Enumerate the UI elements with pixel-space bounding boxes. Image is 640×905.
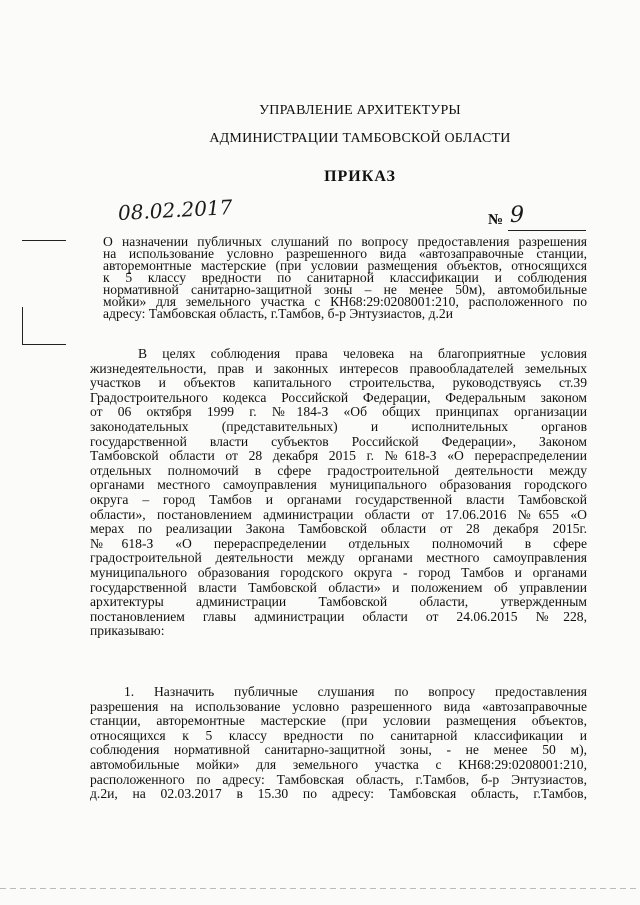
item-line: станции, авторемонтные мастерские (при условии размещения объектов,: [90, 713, 587, 729]
item-line: разрешения на использование условно разрешенного вида «автозаправочные: [90, 698, 587, 714]
body-line: Градостроительного кодекса Российской Федерации, Федеральным законом: [90, 389, 587, 405]
body-line: муниципального образования городского округа - город Тамбов и органами: [90, 564, 587, 580]
item-line: соблюдения нормативной санитарно-защитной зоны, - не менее 50 м),: [90, 742, 587, 758]
document-title: ПРИКАЗ: [324, 168, 396, 185]
subject-line: адресу: Тамбовская область, г.Тамбов, б-р Энтузиастов, д.2и: [103, 306, 453, 321]
body-line: государственной власти субъектов Российской Федерации», Законом: [90, 433, 587, 449]
body-line: отдельных полномочий в сфере градостроительной деятельности между: [90, 462, 587, 478]
subject-line: авторемонтные мастерские (при условии размещения объектов, относящихся: [103, 258, 587, 273]
handwritten-date: 08.02.2017: [117, 195, 233, 225]
body-line: законодательных (представительных) и исполнительных органов: [90, 418, 587, 434]
body-line: Тамбовской области от 28 декабря 2015 г. №618-З «О перераспределении: [90, 448, 587, 464]
item-line: 1. Назначить публичные слушания по вопросу предоставления: [124, 684, 587, 699]
body-line: органами местного самоуправления муниципального образования городского: [90, 477, 587, 493]
subject-line: мойки» для земельного участка с КН68:29:0208001:210, расположенного по: [103, 294, 587, 309]
body-line: области», постановлением администрации области от 17.06.2016 №655 «О: [90, 506, 587, 522]
order-item-1: [90, 685, 587, 802]
handwritten-number: 9: [510, 203, 524, 228]
number-label: №: [488, 212, 504, 228]
scan-edge-line: [0, 888, 640, 889]
item-line: автомобильные мойки» для земельного участка с КН68:29:0208001:210,: [90, 756, 587, 772]
subject-line: на использование условно разрешенного вида «автозаправочные станции,: [103, 246, 587, 261]
body-line: №618-З «О перераспределении отдельных полномочий в сфере: [90, 535, 587, 551]
subject-line: нормативной санитарно-защитной зоны – не менее 50м), автомобильные: [103, 282, 587, 297]
order-preamble: [90, 347, 587, 639]
body-line: жизнедеятельности, прав и законных интересов правообладателей земельных: [90, 360, 587, 376]
subject-line: к 5 классу вредности по санитарной классификации и соблюдения: [103, 270, 587, 285]
left-corner-mark-vertical: [22, 307, 23, 345]
item-line: относящихся к 5 классу вредности по санитарной классификации и: [90, 727, 587, 743]
body-line: градостроительной деятельности между органами местного самоуправления: [90, 550, 587, 566]
org-name-line1: УПРАВЛЕНИЕ АРХИТЕКТУРЫ: [259, 103, 461, 118]
body-line: государственной власти Тамбовской области» и положением об управлении: [90, 579, 587, 595]
item-line: расположенного по адресу: Тамбовская область, г.Тамбов, б-р Энтузиастов,: [90, 771, 587, 787]
body-line: округа – город Тамбов и органами государственной власти Тамбовской: [90, 491, 587, 507]
org-name-line2: АДМИНИСТРАЦИИ ТАМБОВСКОЙ ОБЛАСТИ: [209, 131, 511, 146]
body-line: постановлением главы администрации области от 24.06.2015 №228,: [90, 608, 587, 624]
body-line: мерах по реализации Закона Тамбовской области от 28 декабря 2015г.: [90, 521, 587, 537]
item-line: д.2и, на 02.03.2017 в 15.30 по адресу: Тамбовская область, г.Тамбов,: [90, 786, 587, 802]
left-corner-mark-bottom: [22, 344, 66, 345]
body-line: приказываю:: [90, 623, 165, 639]
left-corner-mark-top: [22, 240, 66, 241]
body-line: В целях соблюдения права человека на благоприятные условия: [138, 346, 587, 361]
body-line: от 06 октября 1999 г. №184-З «Об общих принципах организации: [90, 404, 587, 420]
body-line: архитектуры администрации Тамбовской области, утвержденным: [90, 594, 587, 610]
subject-line: О назначении публичных слушаний по вопросу предоставления разрешения: [103, 234, 587, 249]
body-line: участков и объектов капитального строительства, руководствуясь ст.39: [90, 375, 587, 391]
number-underline: [508, 230, 586, 231]
order-subject: [103, 236, 587, 320]
